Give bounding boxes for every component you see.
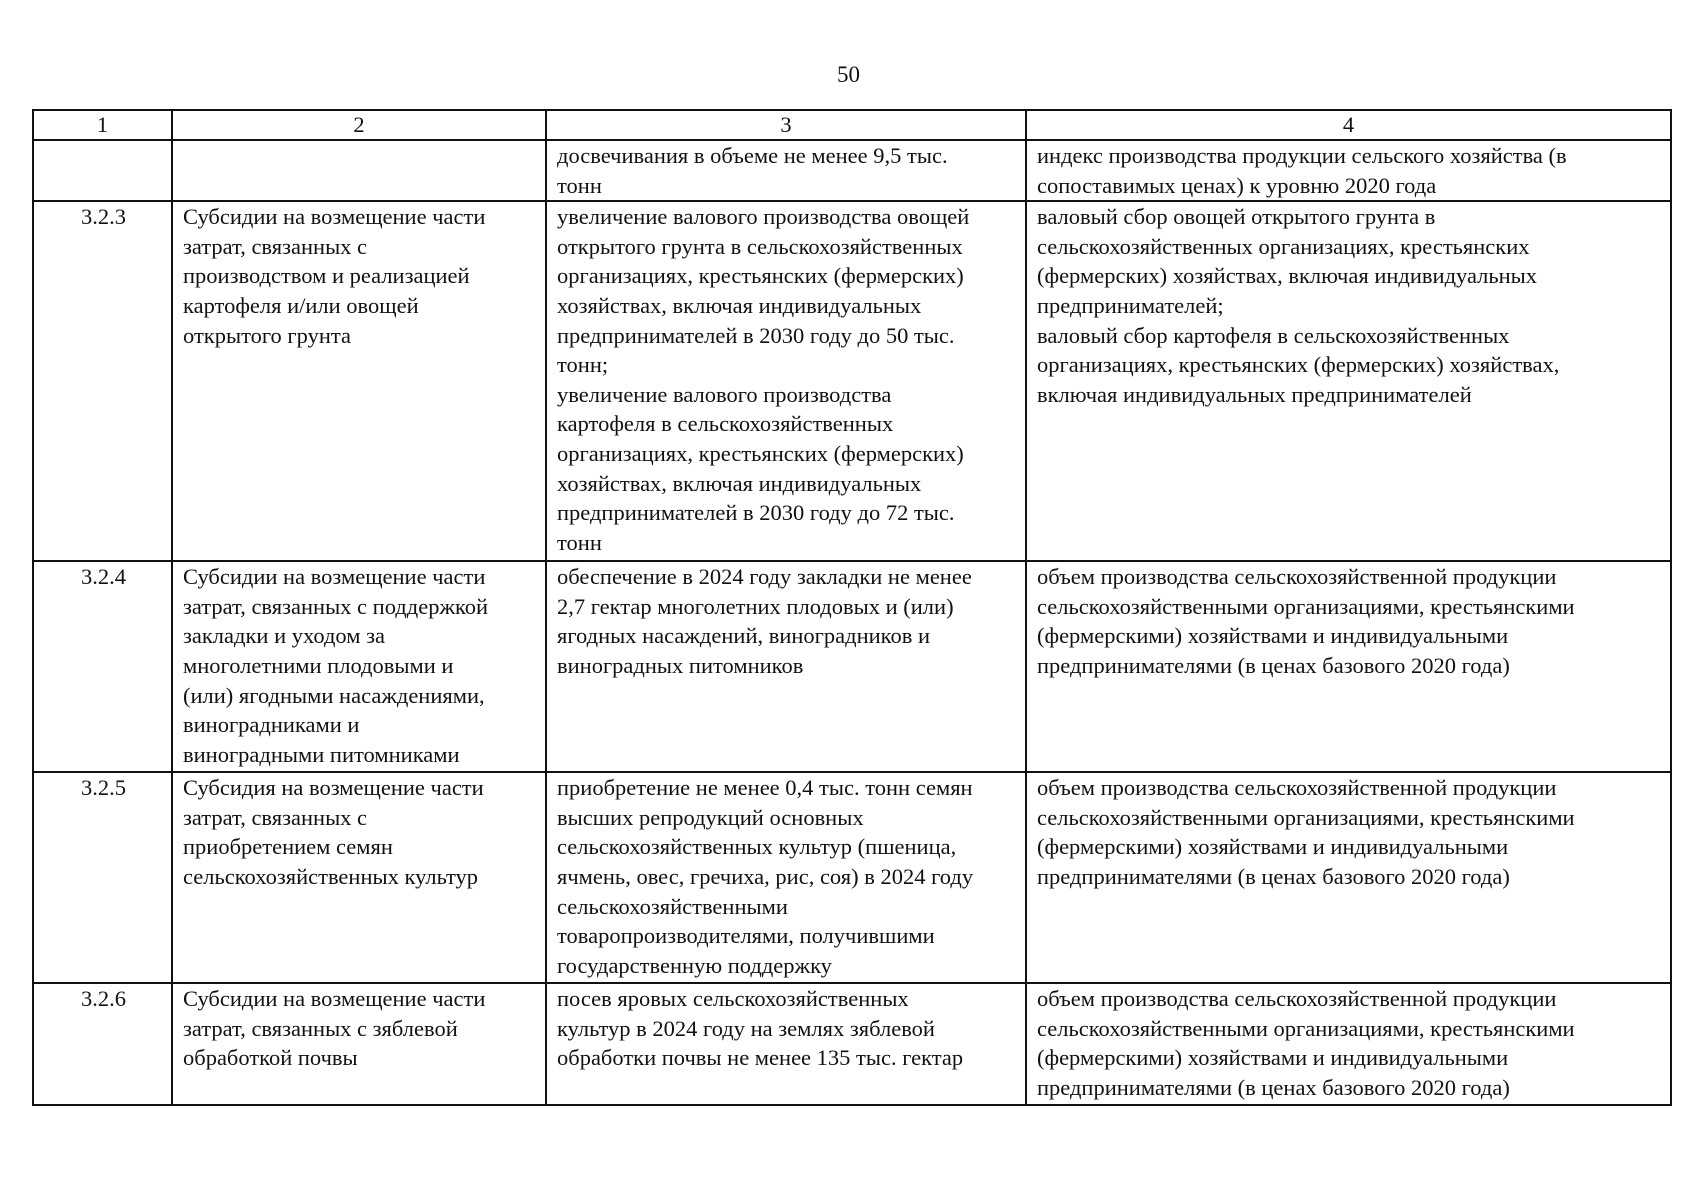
measure-cell: Субсидия на возмещение части затрат, связанных с приобретением семян сельскохозяйственных культур <box>172 772 546 983</box>
indicator-cell: объем производства сельскохозяйственной продукции сельскохозяйственными организациями, крестьянскими (фермерскими) хозяйствами и индивидуальными предпринимателями (в ценах базового 2020 года) <box>1026 561 1671 772</box>
row-number: 3.2.4 <box>33 561 172 772</box>
result-cell: приобретение не менее 0,4 тыс. тонн семян высших репродукций основных сельскохозяйственных культур (пшеница, ячмень, овес, гречиха, рис, соя) в 2024 году сельскохозяйственными товаропроизводителями, получившими государственную поддержку <box>546 772 1026 983</box>
measure-cell: Субсидии на возмещение части затрат, связанных с поддержкой закладки и уходом за многолетними плодовыми и (или) ягодными насаждениями, виноградниками и виноградными питомниками <box>172 561 546 772</box>
table-row <box>33 561 1671 772</box>
result-cell: посев яровых сельскохозяйственных культур в 2024 году на землях зяблевой обработки почвы не менее 135 тыс. гектар <box>546 983 1026 1105</box>
table-row <box>33 772 1671 983</box>
table-row <box>33 201 1671 561</box>
table-row <box>33 983 1671 1105</box>
row-number <box>33 140 172 201</box>
result-cell: обеспечение в 2024 году закладки не менее 2,7 гектар многолетних плодовых и (или) ягодных насаждений, виноградников и виноградных питомников <box>546 561 1026 772</box>
indicator-cell: объем производства сельскохозяйственной продукции сельскохозяйственными организациями, крестьянскими (фермерскими) хозяйствами и индивидуальными предпринимателями (в ценах базового 2020 года) <box>1026 983 1671 1105</box>
column-header-3: 3 <box>546 110 1026 140</box>
row-number: 3.2.6 <box>33 983 172 1105</box>
measure-cell: Субсидии на возмещение части затрат, связанных с производством и реализацией картофеля и/или овощей открытого грунта <box>172 201 546 561</box>
column-header-4: 4 <box>1026 110 1671 140</box>
result-cell: увеличение валового производства овощей открытого грунта в сельскохозяйственных организациях, крестьянских (фермерских) хозяйствах, включая индивидуальных предпринимателей в 2030 году до 50 тыс. тонн; увеличение валового производства картофеля в сельскохозяйственных организациях, крестьянских (фермерских) хозяйствах, включая индивидуальных предпринимателей в 2030 году до 72 тыс. тонн <box>546 201 1026 561</box>
table-header-row <box>33 110 1671 140</box>
measure-cell: Субсидии на возмещение части затрат, связанных с зяблевой обработкой почвы <box>172 983 546 1105</box>
row-number: 3.2.3 <box>33 201 172 561</box>
measure-cell <box>172 140 546 201</box>
column-header-1: 1 <box>33 110 172 140</box>
column-header-2: 2 <box>172 110 546 140</box>
measures-table <box>32 109 1672 1106</box>
result-cell: досвечивания в объеме не менее 9,5 тыс. тонн <box>546 140 1026 201</box>
indicator-cell: индекс производства продукции сельского хозяйства (в сопоставимых ценах) к уровню 2020 года <box>1026 140 1671 201</box>
page-number: 50 <box>837 62 860 87</box>
table-row <box>33 140 1671 201</box>
indicator-cell: объем производства сельскохозяйственной продукции сельскохозяйственными организациями, крестьянскими (фермерскими) хозяйствами и индивидуальными предпринимателями (в ценах базового 2020 года) <box>1026 772 1671 983</box>
row-number: 3.2.5 <box>33 772 172 983</box>
indicator-cell: валовый сбор овощей открытого грунта в сельскохозяйственных организациях, крестьянских (фермерских) хозяйствах, включая индивидуальных предпринимателей; валовый сбор картофеля в сельскохозяйственных организациях, крестьянских (фермерских) хозяйствах, включая индивидуальных предпринимателей <box>1026 201 1671 561</box>
